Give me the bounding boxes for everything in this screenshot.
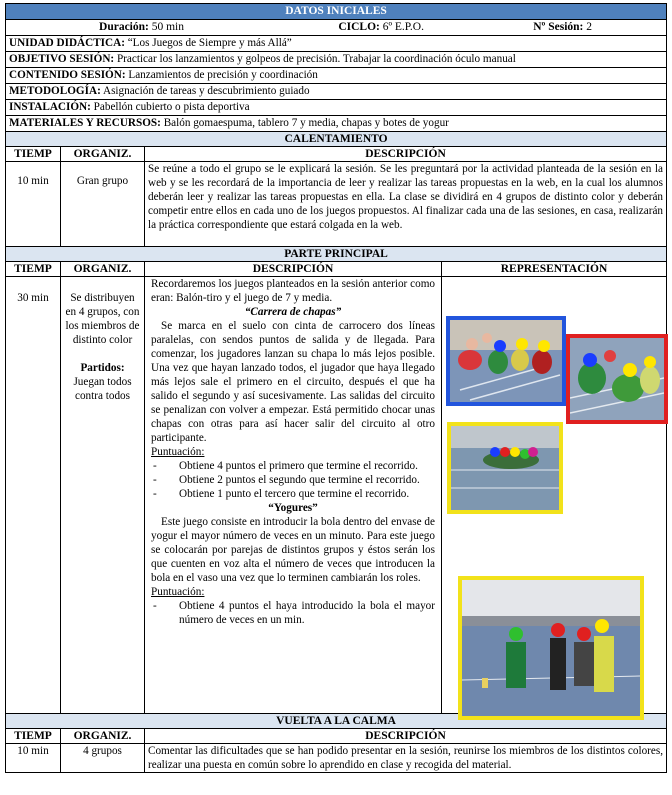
list-item: - Obtiene 1 punto el tercero que termine el recorrido.: [151, 487, 435, 501]
calma-row: [6, 744, 667, 773]
info-value: Balón gomaespuma, tablero 7 y media, chapas y botes de yogur: [163, 117, 449, 129]
col-descripcion: DESCRIPCIÓN: [145, 262, 442, 277]
datos-iniciales-header: DATOS INICIALES: [6, 4, 667, 20]
col-tiempo: TIEMP: [6, 262, 61, 277]
calma-time: 10 min: [6, 744, 61, 773]
header-row: [6, 20, 667, 36]
info-label: MATERIALES Y RECURSOS:: [9, 117, 161, 129]
info-value: Asignación de tareas y descubrimiento guiado: [102, 85, 310, 97]
calma-col-headers: [6, 729, 667, 744]
ciclo-label: CICLO:: [338, 21, 380, 33]
col-organiz: ORGANIZ.: [61, 729, 145, 744]
calma-header: VUELTA A LA CALMA: [6, 714, 667, 729]
list-item: - Obtiene 4 puntos el haya introducido la bola el mayor número de veces en un min.: [151, 599, 435, 627]
principal-desc: [145, 277, 442, 714]
photo-yogures: [458, 576, 644, 720]
list-item: - Obtiene 2 puntos el segundo que termine el recorrido.: [151, 473, 435, 487]
calentamiento-row: [6, 162, 667, 247]
game2-points: [151, 599, 435, 627]
game1-title: “Carrera de chapas”: [244, 306, 342, 318]
principal-header: PARTE PRINCIPAL: [6, 247, 667, 262]
info-value: “Los Juegos de Siempre y más Allá”: [127, 37, 292, 49]
partidos-text: Juegan todos contra todos: [73, 376, 132, 402]
list-item: - Obtiene 4 puntos el primero que termine el recorrido.: [151, 459, 435, 473]
game2-title: “Yogures”: [268, 502, 318, 514]
game2-desc: Este juego consiste en introducir la bola dentro del envase de yogur el mayor número de veces en un minuto. Para este juego se colocarán por parejas de distintos grupos y éstos serán los que cuenten en voz alta el número de veces que introducen la bola en el vaso una vez que lo terminen cambiarán los roles.: [151, 516, 435, 584]
game1-puntuacion-label: Puntuación:: [151, 446, 205, 458]
photo-chapas-1: [446, 316, 566, 406]
col-tiempo: TIEMP: [6, 729, 61, 744]
col-descripcion: DESCRIPCIÓN: [145, 147, 667, 162]
info-label: OBJETIVO SESIÓN:: [9, 53, 115, 65]
principal-org: [61, 277, 145, 714]
info-label: INSTALACIÓN:: [9, 101, 91, 113]
info-label: UNIDAD DIDÁCTICA:: [9, 37, 125, 49]
duracion-value: 50 min: [151, 21, 184, 33]
calentamiento-col-headers: [6, 147, 667, 162]
col-organiz: ORGANIZ.: [61, 147, 145, 162]
principal-org-text: Se distribuyen en 4 grupos, con los miembros de distinto color: [65, 292, 140, 346]
duracion-label: Duración:: [99, 21, 149, 33]
info-row-objetivo: [6, 52, 667, 68]
calentamiento-org: Gran grupo: [61, 162, 145, 247]
info-label: METODOLOGÍA:: [9, 85, 101, 97]
calentamiento-desc: Se reúne a todo el grupo se le explicará la sesión. Se les preguntará por la actividad planteada de la sesión en la web y se les recordará de la importancia de leer y realizar las tareas propuestas en la web, en la cual los alumnos deberán leer y realizar las tareas propuestas en ella. La clase se dividirá en 4 grupos de distinto color y deberán competir entre ellos en cada uno de los juegos propuestos. Al finalizar cada una de las sesiones, en casa, realizarán la práctica correspondiente que estará colgada en la web.: [145, 162, 667, 247]
info-value: Pabellón cubierto o pista deportiva: [93, 101, 250, 113]
partidos-label: Partidos:: [80, 362, 125, 374]
info-row-instalacion: [6, 100, 667, 116]
info-row-materiales: [6, 116, 667, 132]
game1-points: [151, 459, 435, 501]
game2-puntuacion-label: Puntuación:: [151, 586, 205, 598]
principal-intro: Recordaremos los juegos planteados en la sesión anterior como eran: Balón-tiro y el juego de 7 y media.: [151, 278, 435, 304]
calma-org: 4 grupos: [61, 744, 145, 773]
photo-chapas-2: [566, 334, 668, 424]
col-descripcion: DESCRIPCIÓN: [145, 729, 667, 744]
principal-time: 30 min: [6, 277, 61, 714]
sesion-label: Nº Sesión:: [533, 21, 584, 33]
col-organiz: ORGANIZ.: [61, 262, 145, 277]
col-tiempo: TIEMP: [6, 147, 61, 162]
calma-desc: Comentar las dificultades que se han podido presentar en la sesión, reunirse los miembros de los distintos colores, realizar una puesta en común sobre lo aprendido en clase y recogida del material.: [145, 744, 667, 773]
game1-desc: Se marca en el suelo con cinta de carrocero dos líneas paralelas, con sendos puntos de salida y de llegada. Para comenzar, los jugadores lanzan su chapa lo más lejos posible. Una vez que hayan lanzado todos, el jugador que haya llegado más lejos sale el primero en el circuito, después el que ha salido el segundo y así sucesivamente. Las salidas del circuito se penalizan con volver a empezar. Está permitido chocar unas chapas con otras para así hacer salir del circuito al otro participante.: [151, 320, 435, 444]
info-row-unidad: [6, 36, 667, 52]
info-value: Practicar los lanzamientos y golpeos de precisión. Trabajar la coordinación óculo manual: [116, 53, 516, 65]
principal-col-headers: [6, 262, 667, 277]
info-row-metodologia: [6, 84, 667, 100]
info-value: Lanzamientos de precisión y coordinación: [128, 69, 318, 81]
calentamiento-header: CALENTAMIENTO: [6, 132, 667, 147]
sesion-value: 2: [586, 21, 592, 33]
info-row-contenido: [6, 68, 667, 84]
ciclo-value: 6º E.P.O.: [382, 21, 424, 33]
calentamiento-time: 10 min: [6, 162, 61, 247]
col-representacion: REPRESENTACIÓN: [442, 262, 667, 277]
photo-chapas-3: [447, 422, 563, 514]
info-label: CONTENIDO SESIÓN:: [9, 69, 126, 81]
